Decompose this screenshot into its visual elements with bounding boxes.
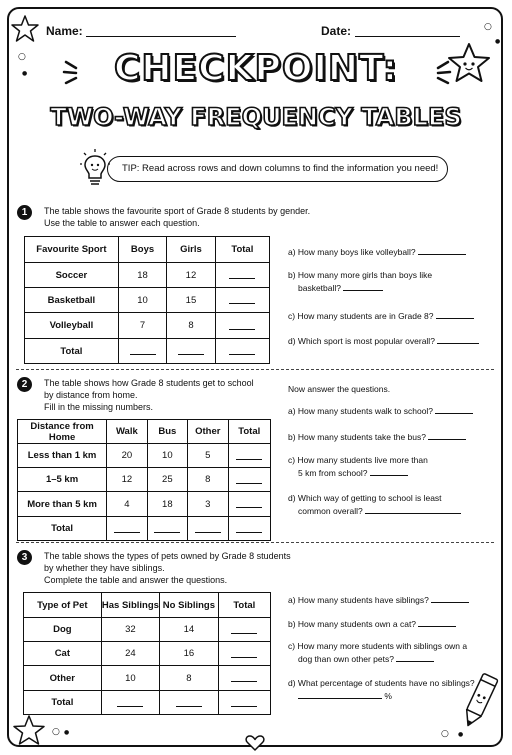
question (288, 593, 469, 606)
date-label: Date: (321, 24, 352, 38)
tip-box: TIP: Read across rows and down columns to find the information you need! (107, 156, 448, 182)
answer-blank[interactable] (218, 691, 270, 715)
cell-value: 4 (107, 492, 147, 517)
pets-table (23, 592, 271, 715)
answer-line[interactable] (396, 652, 434, 662)
intro-line: by whether they have siblings. (44, 563, 165, 573)
intro-line: Use the table to answer each question. (44, 218, 200, 228)
table-row (24, 691, 271, 715)
question-text: common overall? (298, 506, 363, 516)
row-label: Less than 1 km (18, 444, 107, 468)
question-text: d) What percentage of students have no siblings? (288, 678, 475, 688)
dot-icon: ● (22, 70, 28, 77)
cell-value: 18 (118, 263, 166, 288)
question-text: c) How many students live more than (288, 455, 428, 465)
answer-line[interactable] (418, 245, 466, 255)
table-row (18, 468, 271, 492)
table-row (18, 444, 271, 468)
table-row (18, 492, 271, 517)
row-label: 1–5 km (18, 468, 107, 492)
cell-value: 10 (147, 444, 187, 468)
question (288, 678, 478, 702)
cell-value: 25 (147, 468, 187, 492)
cell-value: 12 (167, 263, 215, 288)
answer-blank[interactable] (215, 263, 269, 288)
answer-line[interactable] (298, 689, 382, 699)
circle-icon: ○ (18, 52, 26, 62)
table-row (25, 288, 270, 313)
answer-line[interactable] (437, 334, 479, 344)
question-text: b) How many students own a cat? (288, 619, 417, 629)
cell-value: 16 (160, 642, 218, 666)
star-icon (12, 714, 46, 746)
cell-value: 15 (167, 288, 215, 313)
answer-blank[interactable] (228, 444, 270, 468)
answer-line[interactable] (365, 504, 461, 514)
table-row (24, 618, 271, 642)
header-cell: Bus (147, 420, 187, 444)
cell-value: 8 (188, 468, 228, 492)
question-text: c) How many more students with siblings own a (288, 641, 468, 651)
page-subtitle: TWO-WAY FREQUENCY TABLES (50, 103, 462, 131)
answer-line[interactable] (431, 593, 469, 603)
section-divider (16, 542, 494, 543)
star-icon (10, 14, 40, 44)
section-number: 1 (17, 205, 32, 220)
question-text: d) Which sport is most popular overall? (288, 336, 435, 346)
intro-line: The table shows the favourite sport of Grade 8 students by gender. (44, 206, 311, 216)
intro-line: The table shows the types of pets owned by Grade 8 students (44, 551, 291, 561)
row-label: More than 5 km (18, 492, 107, 517)
answer-blank[interactable] (228, 468, 270, 492)
header-cell: Girls (167, 237, 215, 263)
table-row (24, 642, 271, 666)
cell-value: 5 (188, 444, 228, 468)
intro-line: Complete the table and answer the questions. (44, 575, 228, 585)
cell-value: 8 (167, 313, 215, 339)
answer-blank[interactable] (218, 642, 270, 666)
header-cell: Total (215, 237, 269, 263)
answer-line[interactable] (435, 404, 473, 414)
header-cell: Boys (118, 237, 166, 263)
row-label: Basketball (25, 288, 119, 313)
cell-value: 14 (160, 618, 218, 642)
cell-value: 10 (118, 288, 166, 313)
row-label: Total (24, 691, 102, 715)
table-row (24, 666, 271, 691)
percent-sign: % (384, 691, 392, 701)
section1-intro (44, 205, 310, 229)
question-text: a) How many students walk to school? (288, 406, 434, 416)
table-row (25, 339, 270, 364)
table-row (25, 313, 270, 339)
sport-table (24, 236, 270, 364)
intro-line: by distance from home. (44, 390, 138, 400)
question-text: dog than own other pets? (298, 654, 394, 664)
header-cell: Favourite Sport (25, 237, 119, 263)
circle-icon: ○ (441, 729, 449, 739)
row-label: Soccer (25, 263, 119, 288)
section-number: 2 (17, 377, 32, 392)
answer-blank[interactable] (215, 339, 269, 364)
intro-line: Fill in the missing numbers. (44, 402, 154, 412)
cell-value: 3 (188, 492, 228, 517)
question-text: basketball? (298, 283, 342, 293)
cell-value: 20 (107, 444, 147, 468)
section-divider (16, 369, 494, 370)
answer-blank[interactable] (215, 313, 269, 339)
answer-blank[interactable] (218, 618, 270, 642)
question-text: b) How many students take the bus? (288, 432, 426, 442)
section3-intro (44, 550, 291, 586)
question (288, 455, 428, 479)
table-row (25, 263, 270, 288)
row-label: Other (24, 666, 102, 691)
row-label: Cat (24, 642, 102, 666)
answer-blank[interactable] (118, 339, 166, 364)
header-cell: Other (188, 420, 228, 444)
header-cell: Distance from Home (18, 420, 107, 444)
header-cell: Total (218, 593, 270, 618)
row-label: Total (18, 517, 107, 541)
answer-blank[interactable] (228, 517, 270, 541)
questions-lead: Now answer the questions. (288, 384, 391, 394)
cell-value: 10 (101, 666, 159, 691)
date-field[interactable] (355, 36, 460, 37)
header-cell: Has Siblings (101, 593, 159, 618)
answer-line[interactable] (436, 309, 474, 319)
answer-blank[interactable] (228, 492, 270, 517)
circle-icon: ○ (52, 727, 60, 737)
question (288, 245, 466, 258)
question (288, 493, 461, 517)
answer-blank[interactable] (160, 691, 218, 715)
question-text: a) How many students have siblings? (288, 595, 429, 605)
pencil-icon (456, 670, 502, 734)
name-field[interactable] (86, 36, 236, 37)
answer-blank[interactable] (101, 691, 159, 715)
dot-icon: ● (64, 729, 70, 736)
cell-value: 8 (160, 666, 218, 691)
question (288, 430, 466, 443)
cell-value: 32 (101, 618, 159, 642)
dot-icon: ● (495, 38, 501, 45)
header-cell: No Siblings (160, 593, 218, 618)
intro-line: The table shows how Grade 8 students get to school (44, 378, 254, 388)
answer-line[interactable] (428, 430, 466, 440)
circle-icon: ○ (484, 22, 492, 32)
question (288, 641, 467, 665)
page-title: CHECKPOINT: (114, 48, 398, 89)
cell-value: 12 (107, 468, 147, 492)
question (288, 309, 474, 322)
question-text: b) How many more girls than boys like (288, 270, 433, 280)
question (288, 270, 432, 294)
question-text: 5 km from school? (298, 468, 368, 478)
answer-blank[interactable] (218, 666, 270, 691)
answer-line[interactable] (370, 466, 408, 476)
answer-blank[interactable] (215, 288, 269, 313)
row-label: Volleyball (25, 313, 119, 339)
section2-intro (44, 377, 254, 413)
answer-line[interactable] (343, 281, 383, 291)
question-text: c) How many students are in Grade 8? (288, 311, 434, 321)
section-number: 3 (17, 550, 32, 565)
dot-icon: ● (458, 731, 464, 738)
cell-value: 18 (147, 492, 187, 517)
header-cell: Walk (107, 420, 147, 444)
answer-blank[interactable] (107, 517, 147, 541)
row-label: Dog (24, 618, 102, 642)
question-text: a) How many boys like volleyball? (288, 247, 416, 257)
header-cell: Total (228, 420, 270, 444)
heart-icon (245, 735, 265, 751)
table-row (18, 517, 271, 541)
row-label: Total (25, 339, 119, 364)
name-label: Name: (46, 24, 83, 38)
transport-table (17, 419, 271, 541)
cell-value: 24 (101, 642, 159, 666)
question-text: d) Which way of getting to school is least (288, 493, 442, 503)
answer-blank[interactable] (188, 517, 228, 541)
answer-blank[interactable] (167, 339, 215, 364)
question (288, 404, 473, 417)
header-cell: Type of Pet (24, 593, 102, 618)
question (288, 334, 479, 347)
question (288, 617, 456, 630)
answer-line[interactable] (418, 617, 456, 627)
cell-value: 7 (118, 313, 166, 339)
answer-blank[interactable] (147, 517, 187, 541)
